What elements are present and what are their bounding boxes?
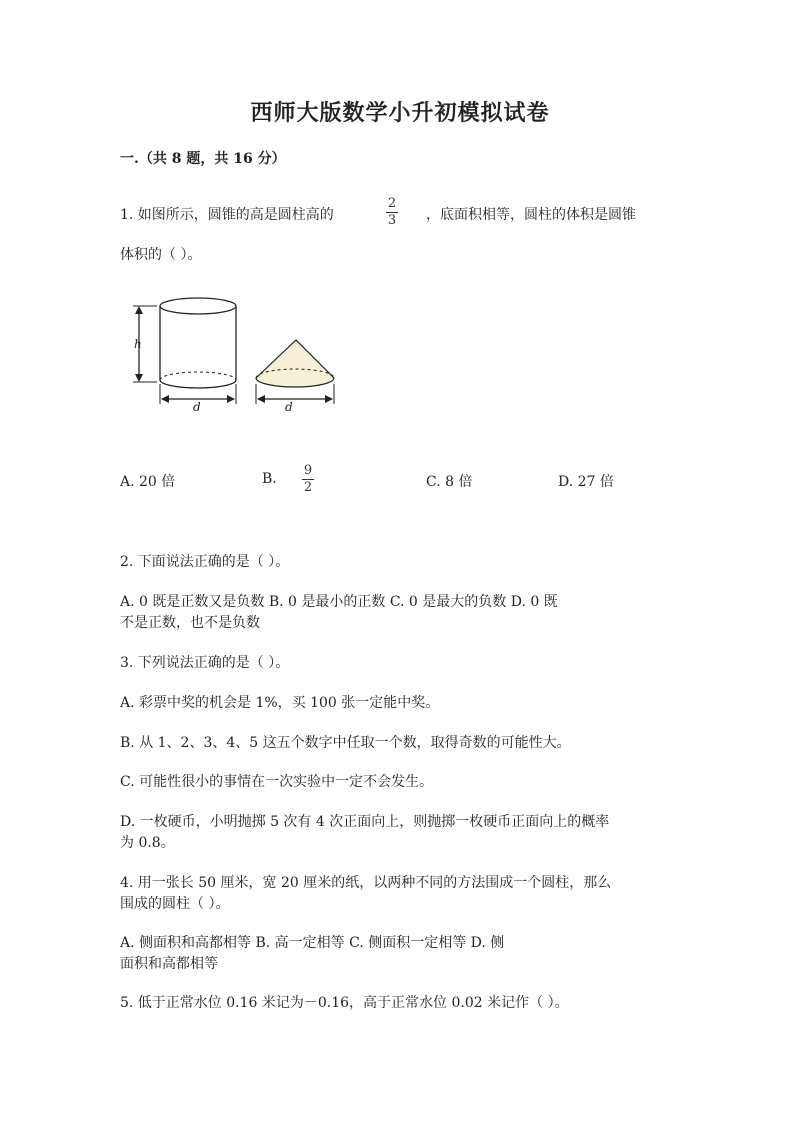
cone-d-arrow-left [257, 395, 265, 403]
q1-option-b-denominator: 2 [303, 480, 313, 495]
height-arrow-bottom [135, 374, 143, 382]
page-title: 西师大版数学小升初模拟试卷 [250, 100, 550, 126]
q4-options-line1: A. 侧面积和高都相等 B. 高一定相等 C. 侧面积一定相等 D. 侧 [120, 935, 505, 951]
height-label: h [134, 337, 142, 351]
cylinder-bottom-back [160, 372, 236, 380]
q1-text-before: 1. 如图所示，圆锥的高是圆柱高的 [120, 207, 334, 223]
q1-text-after: ，底面积相等，圆柱的体积是圆锥 [426, 207, 636, 223]
q3-text: 3. 下列说法正确的是（ ）。 [120, 655, 290, 671]
q1-option-c: C. 8 倍 [426, 474, 473, 490]
cylinder-bottom-front [160, 380, 236, 388]
q3-option-b: B. 从 1、2、3、4、5 这五个数字中任取一个数，取得奇数的可能性大。 [120, 735, 571, 751]
q1-option-b-fraction [298, 464, 318, 495]
q4-text-line2: 围成的圆柱（ ）。 [120, 896, 230, 912]
q2-options-line1: A. 0 既是正数又是负数 B. 0 是最小的正数 C. 0 是最大的负数 D. 0 既 [120, 594, 558, 610]
q1-text-line2: 体积的（ ）。 [120, 247, 202, 263]
q4-text-line1: 4. 用一张长 50 厘米，宽 20 厘米的纸，以两种不同的方法围成一个圆柱，那么 [120, 875, 612, 891]
cone-body [256, 340, 334, 387]
q1-fraction-denominator: 3 [387, 213, 397, 228]
section-header: 一.（共 8 题，共 16 分） [120, 151, 286, 167]
q1-option-a: A. 20 倍 [120, 474, 176, 490]
cone-d-arrow-right [325, 395, 333, 403]
q2-text: 2. 下面说法正确的是（ ）。 [120, 554, 290, 570]
q4-options-line2: 面积和高都相等 [120, 956, 218, 972]
cylinder-top [160, 298, 236, 314]
cyl-d-arrow-right [227, 395, 235, 403]
q3-option-a: A. 彩票中奖的机会是 1%，买 100 张一定能中奖。 [120, 695, 440, 711]
cyl-d-arrow-left [161, 395, 169, 403]
height-arrow-top [135, 306, 143, 314]
q1-fraction [382, 197, 402, 228]
q3-option-d-line2: 为 0.8。 [120, 835, 175, 851]
q3-option-d-line1: D. 一枚硬币，小明抛掷 5 次有 4 次正面向上，则抛掷一枚硬币正面向上的概率 [120, 814, 610, 830]
q1-fraction-numerator: 2 [387, 196, 397, 211]
q1-option-b-label: B. [262, 471, 277, 487]
cylinder-diameter-label: d [193, 400, 201, 414]
q1-option-d: D. 27 倍 [558, 474, 614, 490]
q1-option-b-numerator: 9 [303, 463, 313, 478]
q2-options-line2: 不是正数，也不是负数 [120, 615, 260, 631]
q1-figure [125, 290, 345, 420]
q5-text: 5. 低于正常水位 0.16 米记为－0.16，高于正常水位 0.02 米记作（ ）。 [120, 995, 569, 1011]
q3-option-c: C. 可能性很小的事情在一次实验中一定不会发生。 [120, 774, 434, 790]
cone-diameter-label: d [285, 400, 293, 414]
